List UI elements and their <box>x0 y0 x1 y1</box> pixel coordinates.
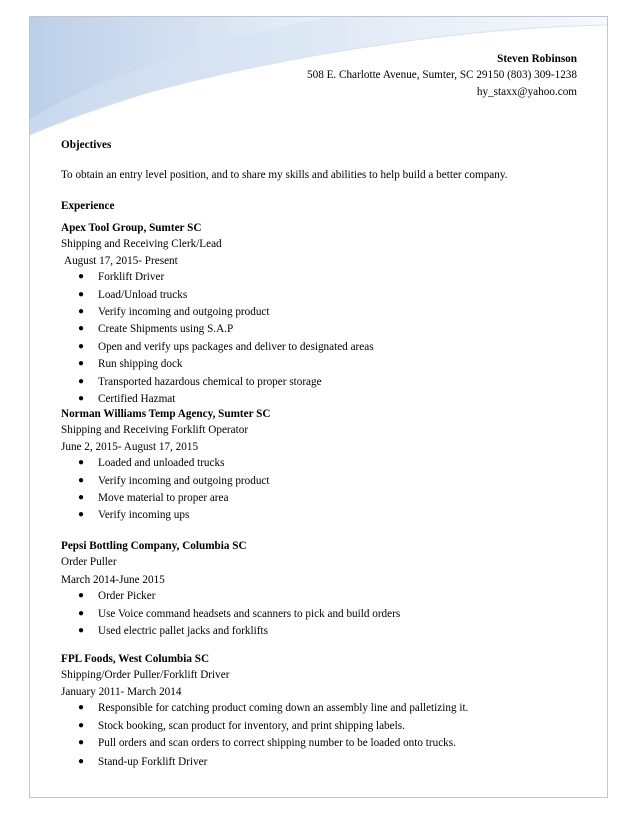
list-item: ● Loaded and unloaded trucks <box>61 455 581 471</box>
job-role: Order Puller <box>61 556 117 569</box>
bullet-icon: ● <box>78 306 85 318</box>
bullet-icon: ● <box>78 737 85 749</box>
bullet-icon: ● <box>78 509 85 521</box>
bullet-icon: ● <box>78 375 85 387</box>
job-company: Apex Tool Group, Sumter SC <box>61 222 202 234</box>
bullet-icon: ● <box>78 719 85 731</box>
job-duties-list <box>61 455 581 524</box>
list-item: ● Run shipping dock <box>61 356 581 372</box>
list-item: ● Verify incoming and outgoing product <box>61 473 581 489</box>
job-role: Shipping and Receiving Clerk/Lead <box>61 238 222 251</box>
job-role: Shipping/Order Puller/Forklift Driver <box>61 669 230 682</box>
bullet-icon: ● <box>78 340 85 352</box>
experience-heading: Experience <box>61 200 115 212</box>
list-item: ● Forklift Driver <box>61 269 581 285</box>
job-duties-list <box>61 700 581 771</box>
list-item: ● Create Shipments using S.A.P <box>61 321 581 337</box>
list-item: ● Responsible for catching product coming down an assembly line and palletizing it. <box>61 700 581 716</box>
list-item: ● Stock booking, scan product for inventory, and print shipping labels. <box>61 718 581 734</box>
list-item: ● Load/Unload trucks <box>61 287 581 303</box>
job-company: Pepsi Bottling Company, Columbia SC <box>61 540 247 552</box>
bullet-icon: ● <box>78 625 85 637</box>
job-dates: August 17, 2015- Present <box>64 254 178 267</box>
job-entry <box>61 538 581 640</box>
contact-header <box>307 51 577 100</box>
applicant-name: Steven Robinson <box>497 53 577 65</box>
list-item: ● Certified Hazmat <box>61 391 581 407</box>
job-role: Shipping and Receiving Forklift Operator <box>61 424 249 437</box>
bullet-icon: ● <box>78 590 85 602</box>
list-item: ● Move material to proper area <box>61 490 581 506</box>
job-entry <box>61 651 581 771</box>
objectives-text: To obtain an entry level position, and to share my skills and abilities to help build a better company. <box>61 169 508 181</box>
job-dates: March 2014-June 2015 <box>61 573 165 586</box>
bullet-icon: ● <box>78 323 85 335</box>
job-entry <box>61 220 581 408</box>
objectives-heading: Objectives <box>61 139 112 151</box>
bullet-icon: ● <box>78 393 85 405</box>
bullet-icon: ● <box>78 271 85 283</box>
job-entry <box>61 406 581 525</box>
bullet-icon: ● <box>78 492 85 504</box>
address-line: 508 E. Charlotte Avenue, Sumter, SC 29150 (803) 309-1238 <box>307 69 577 82</box>
bullet-icon: ● <box>78 288 85 300</box>
list-item: ● Order Picker <box>61 588 581 604</box>
email-address: hy_staxx@yahoo.com <box>476 85 577 98</box>
list-item: ● Used electric pallet jacks and forklifts <box>61 623 581 639</box>
list-item: ● Transported hazardous chemical to proper storage <box>61 374 581 390</box>
bullet-icon: ● <box>78 474 85 486</box>
list-item: ● Use Voice command headsets and scanners to pick and build orders <box>61 606 581 622</box>
list-item: ● Pull orders and scan orders to correct shipping number to be loaded onto trucks. <box>61 735 581 751</box>
list-item: ● Open and verify ups packages and deliver to designated areas <box>61 339 581 355</box>
bullet-icon: ● <box>78 702 85 714</box>
job-dates: June 2, 2015- August 17, 2015 <box>61 440 199 453</box>
job-company: FPL Foods, West Columbia SC <box>61 653 210 665</box>
bullet-icon: ● <box>78 607 85 619</box>
bullet-icon: ● <box>78 358 85 370</box>
job-dates: January 2011- March 2014 <box>61 685 182 698</box>
list-item: ● Verify incoming and outgoing product <box>61 304 581 320</box>
job-duties-list <box>61 588 581 639</box>
job-duties-list <box>61 269 581 407</box>
bullet-icon: ● <box>78 457 85 469</box>
list-item: ● Verify incoming ups <box>61 507 581 523</box>
bullet-icon: ● <box>78 756 85 768</box>
list-item: ● Stand-up Forklift Driver <box>61 754 581 770</box>
job-company: Norman Williams Temp Agency, Sumter SC <box>61 408 271 420</box>
